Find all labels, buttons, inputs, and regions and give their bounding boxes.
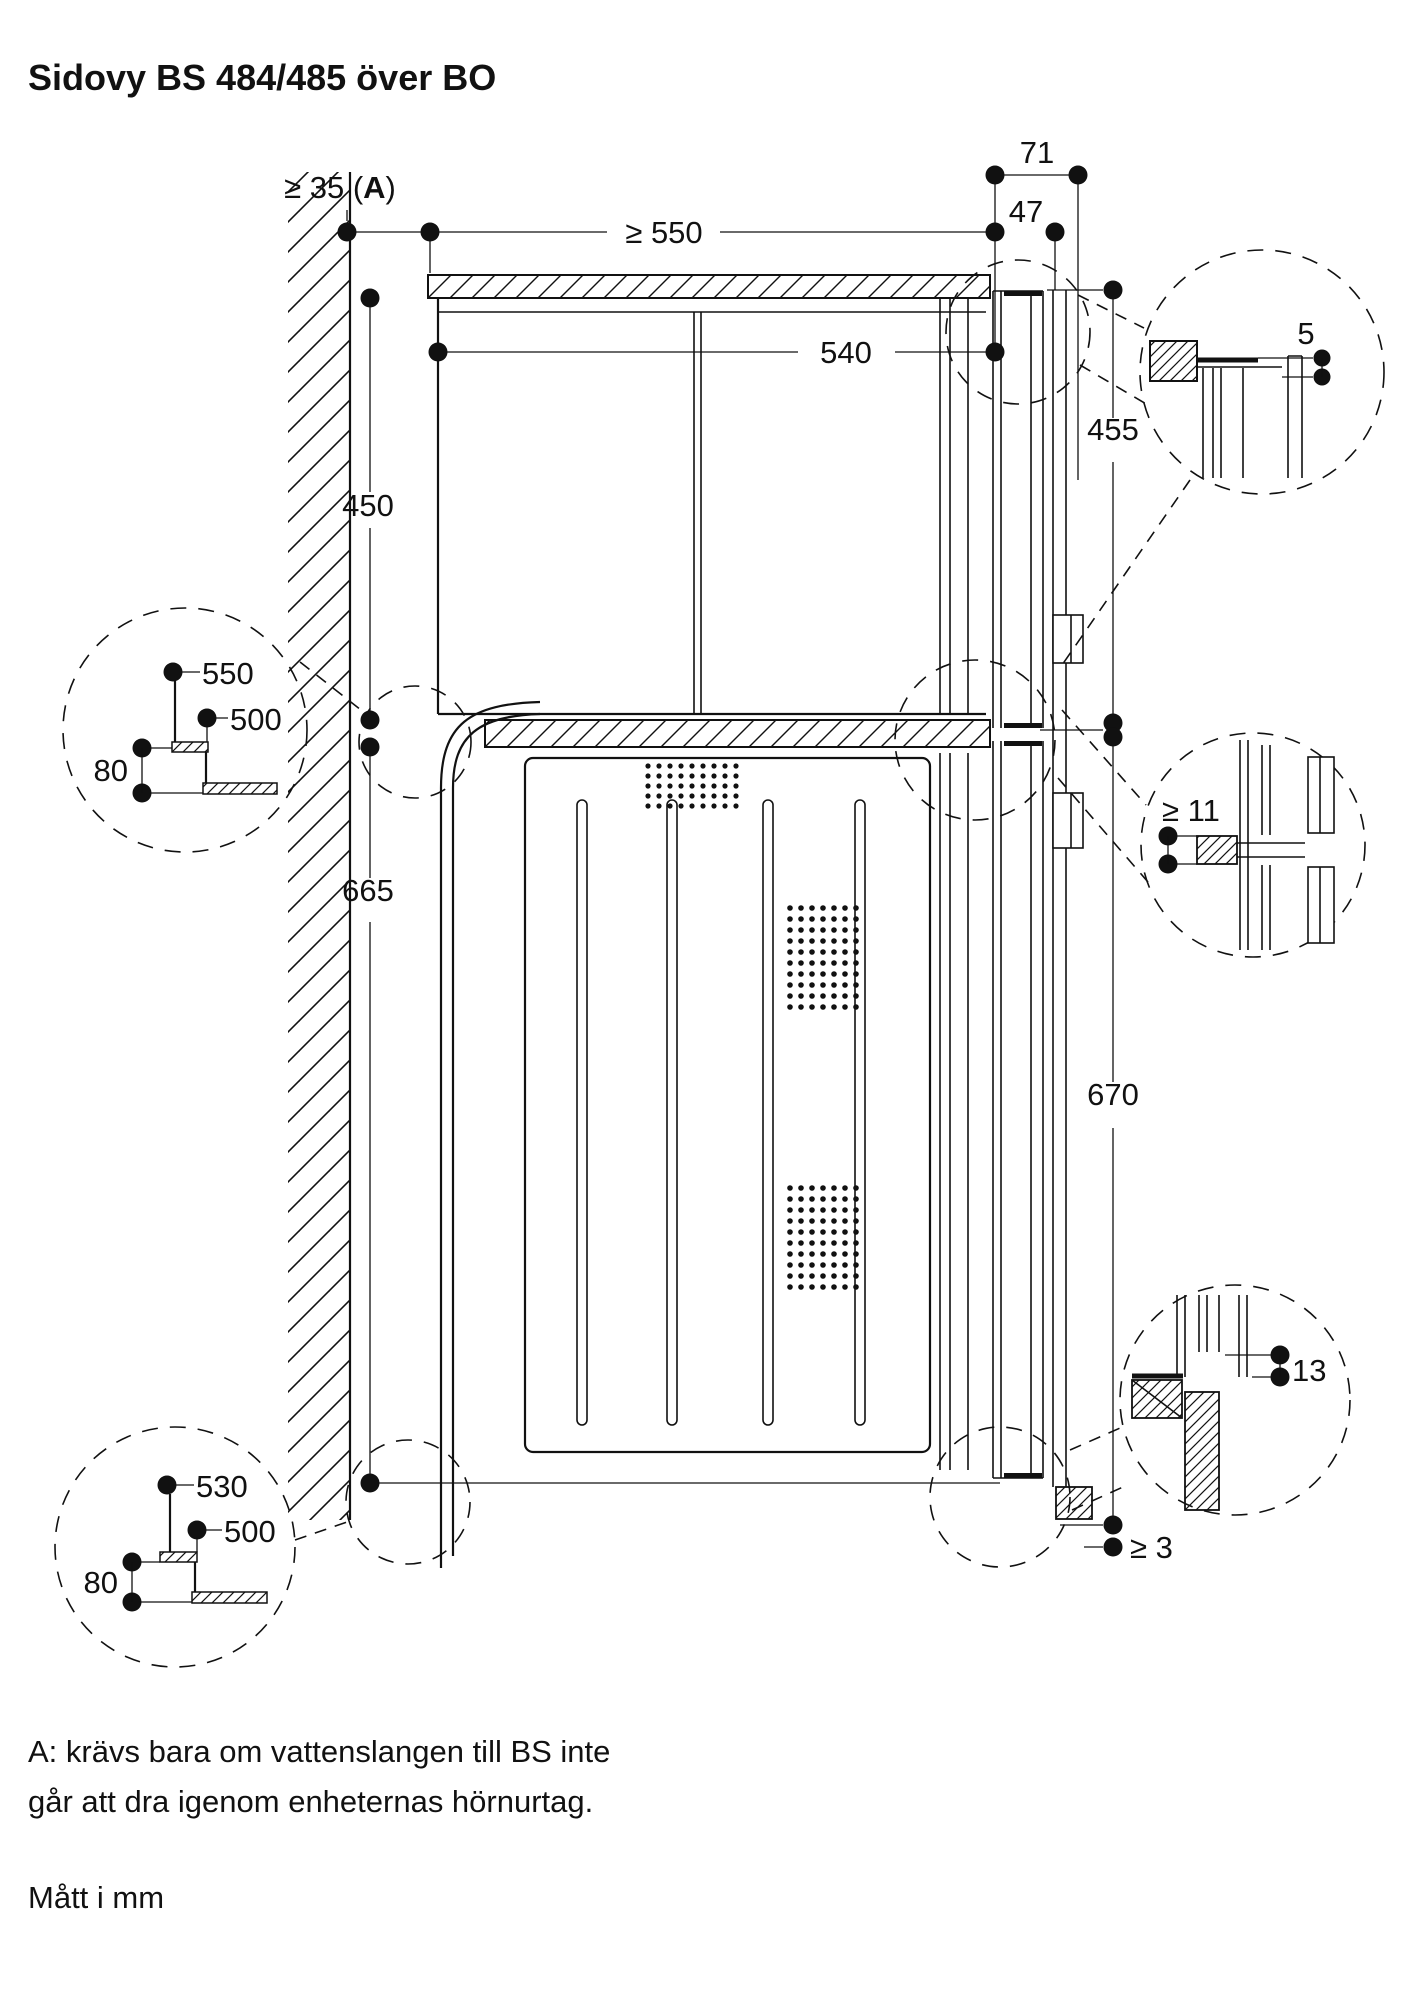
dim-bottom-gap-label: 13: [1292, 1353, 1327, 1388]
dim-shelf-thickness-label: ≥ 11: [1162, 793, 1220, 828]
dim-upper-door-label: 455: [1087, 412, 1139, 447]
plinth-block: [1056, 1487, 1092, 1519]
dim-hose-upper-80-label: 80: [93, 753, 128, 788]
bo-door-front: [993, 741, 1043, 1478]
dim-upper-niche-label: 450: [342, 488, 394, 523]
dim-niche-depth-label: ≥ 550: [625, 215, 703, 250]
detail-shelf-thickness: [1141, 733, 1365, 957]
dim-wall-gap-label: ≥ 35 (A): [284, 170, 396, 205]
detail-top-gap: [1140, 250, 1384, 494]
detail-bottom-gap: [1120, 1285, 1350, 1515]
dimension-lines: [347, 175, 1113, 1547]
dim-appliance-depth-label: 540: [820, 335, 872, 370]
dim-hose-lower-530-label: 530: [196, 1469, 248, 1504]
dim-lower-niche-label: 665: [342, 873, 394, 908]
detail-markers: [295, 260, 1190, 1567]
dim-hose-lower-80-label: 80: [83, 1565, 118, 1600]
wall-section: [288, 172, 350, 1520]
dim-floor-clearance-label: ≥ 3: [1130, 1530, 1173, 1565]
steam-vent-grid: [645, 763, 738, 808]
dimension-dots: [338, 166, 1123, 1557]
note-line-2: går att dra igenom enheternas hörnurtag.: [28, 1784, 594, 1819]
dim-front-offset-label: 47: [1008, 194, 1044, 229]
dim-lower-door-label: 670: [1087, 1077, 1139, 1112]
units-note: Mått i mm: [28, 1880, 165, 1915]
note-line-1: A: krävs bara om vattenslangen till BS inte: [28, 1734, 611, 1769]
dim-top-gap-label: 5: [1297, 316, 1315, 351]
cabinet-side-panel: [1053, 290, 1092, 1519]
worktop-panel: [428, 275, 990, 298]
page-title: Sidovy BS 484/485 över BO: [28, 57, 497, 98]
dim-hose-upper-550-label: 550: [202, 656, 254, 691]
door-vent-grid-lower: [787, 1185, 859, 1290]
dim-hose-lower-500-label: 500: [224, 1514, 276, 1549]
dim-top-total-label: 71: [1019, 135, 1055, 170]
dim-hose-upper-500-label: 500: [230, 702, 282, 737]
intermediate-shelf: [485, 720, 990, 747]
bo-oven-front: [525, 753, 968, 1470]
bs-appliance-outline: [438, 298, 986, 714]
door-vent-grid-upper: [787, 905, 859, 1010]
